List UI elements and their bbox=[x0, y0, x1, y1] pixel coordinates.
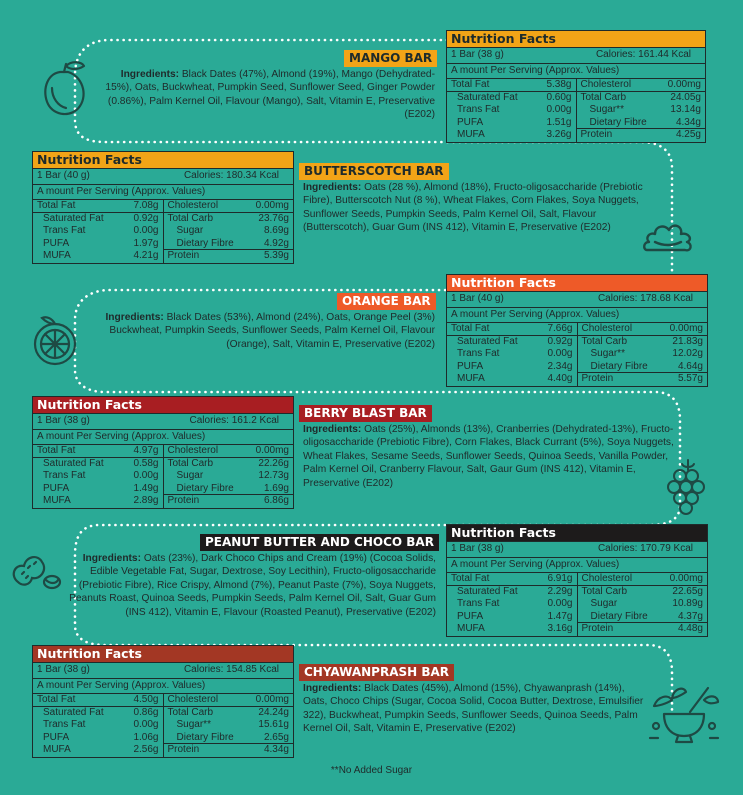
nutrient-column-left bbox=[33, 445, 164, 508]
nutrient-value: 7.08g bbox=[133, 200, 159, 211]
nutrient-column-right bbox=[578, 573, 708, 636]
nutrient-row bbox=[578, 348, 708, 361]
nutrient-row bbox=[447, 117, 576, 130]
nutrient-row bbox=[33, 458, 163, 471]
nutrient-value: 4.25g bbox=[675, 129, 701, 140]
nutrient-row bbox=[577, 104, 706, 117]
nutrient-row bbox=[578, 598, 708, 611]
footnote: **No Added Sugar bbox=[330, 765, 413, 776]
nutrient-row bbox=[33, 483, 163, 496]
calories: Calories: 180.34 Kcal bbox=[183, 170, 279, 181]
nutrient-grid bbox=[447, 79, 705, 142]
ingredients-text: Black Dates (47%), Almond (19%), Mango (Dehydrated-15%), Oats, Buckwheat, Pumpkin Seed, Sunflower Seed, Ginger Powder (0.86%), Palm Kernel Oil, Flavour (Mango), Salt, Vitamin E, Preservative (E202) bbox=[105, 69, 435, 121]
nutrient-row bbox=[33, 250, 163, 263]
nutrient-column-right bbox=[164, 694, 294, 757]
nutrient-value: 4.50g bbox=[133, 694, 159, 705]
nutrient-value: 4.37g bbox=[677, 610, 703, 622]
nutrient-row bbox=[447, 129, 576, 142]
serving-row bbox=[447, 542, 707, 558]
nutrient-row bbox=[578, 336, 708, 349]
nutrient-row bbox=[447, 373, 577, 386]
serving-size: 1 Bar (38 g) bbox=[451, 543, 504, 554]
amount-per-serving: A mount Per Serving (Approx. Values) bbox=[447, 558, 707, 574]
nutrient-value: 8.69g bbox=[263, 225, 289, 236]
nutrient-row bbox=[578, 361, 708, 374]
ingredients-label: Ingredients: bbox=[303, 424, 362, 435]
nutrient-row bbox=[578, 373, 708, 386]
nutrient-label: Cholesterol bbox=[581, 323, 633, 334]
nutrient-row bbox=[164, 238, 294, 251]
nutrient-row bbox=[578, 586, 708, 599]
nutrient-row bbox=[447, 323, 577, 336]
nutrition-facts-header: Nutrition Facts bbox=[33, 397, 293, 414]
nutrient-row bbox=[33, 213, 163, 226]
nutrient-row bbox=[447, 623, 577, 636]
berry-nutrition-table bbox=[32, 396, 294, 509]
nutrient-row bbox=[33, 238, 163, 251]
berry-blast-bar-ingredients bbox=[303, 423, 683, 490]
nutrient-row bbox=[164, 200, 294, 213]
nutrient-label: Dietary Fibre bbox=[176, 731, 234, 743]
nutrient-row bbox=[164, 707, 294, 720]
nutrient-value: 5.39g bbox=[263, 250, 289, 261]
serving-row bbox=[33, 169, 293, 185]
nutrient-label: Saturated Fat bbox=[457, 335, 518, 347]
calories: Calories: 161.2 Kcal bbox=[189, 415, 279, 426]
nutrient-label: Sugar bbox=[176, 470, 204, 481]
orange-bar-title: ORANGE BAR bbox=[337, 293, 436, 310]
nutrient-column-left bbox=[447, 79, 577, 142]
nutrient-label: Dietary Fibre bbox=[590, 360, 648, 372]
nutrient-label: Total Carb bbox=[581, 335, 628, 347]
nutrient-label: Total Fat bbox=[451, 573, 490, 584]
nutrient-value: 0.00g bbox=[546, 104, 572, 115]
nutrient-label: Protein bbox=[167, 495, 200, 506]
nutrient-label: PUFA bbox=[43, 731, 70, 743]
serving-size: 1 Bar (38 g) bbox=[37, 664, 90, 675]
nutrient-value: 0.00mg bbox=[255, 200, 289, 211]
nutrient-value: 0.00g bbox=[133, 470, 159, 481]
nutrient-row bbox=[33, 732, 163, 745]
raspberry-icon bbox=[664, 456, 712, 518]
nutrient-row bbox=[164, 719, 294, 732]
orange-bar-ingredients bbox=[95, 311, 435, 351]
nutrient-row bbox=[164, 225, 294, 238]
nutrient-label: Saturated Fat bbox=[43, 457, 104, 469]
serving-row bbox=[447, 292, 707, 308]
nutrient-grid bbox=[33, 445, 293, 508]
peanut-icon bbox=[8, 544, 64, 594]
nutrient-value: 12.02g bbox=[672, 348, 703, 359]
nutrient-label: Sugar bbox=[176, 225, 204, 236]
nutrient-value: 21.83g bbox=[672, 335, 703, 347]
ingredients-text: Oats (23%), Dark Choco Chips and Cream (19%) (Cocoa Solids, Edible Vegetable Fat, Sugar, Dextrose, Soy Lecithin), Fructo-oligosaccharide (Prebiotic Fibre), Rice Crispy, Almond (7%), Peanut Paste (7%), Soya Nuggets, Peanuts Roast, Quinoa Seeds, Pumpkin Seeds, Palm Kernel Oil, Salt, Guar Gum (INS 412), Vitamin E, Flavour (Roasted Peanut), Preservative (E202) bbox=[69, 553, 436, 618]
nutrient-row bbox=[578, 611, 708, 624]
nutrient-value: 0.00g bbox=[547, 598, 573, 609]
nutrient-label: Total Fat bbox=[451, 79, 490, 90]
ingredients-text: Oats (25%), Almonds (13%), Cranberries (Dehydrated-13%), Fructo-oligosaccharide (Prebiotic Fibre), Corn Flakes, Black Currant (5%), Soya Nuggets, Wheat Flakes, Sesame Seeds, Sunflower Seeds, Quinoa Seeds, Vanilla Powder, Palm Kernel Oil, Cranberry Flavour, Salt, Gaur Gum (INS 412), Vitamin E, Preservative (E202) bbox=[303, 424, 674, 489]
nutrient-value: 10.89g bbox=[672, 598, 703, 609]
nutrient-grid bbox=[33, 200, 293, 263]
nutrient-label: Protein bbox=[580, 129, 613, 140]
nutrient-label: Saturated Fat bbox=[43, 706, 104, 718]
nutrient-row bbox=[447, 611, 577, 624]
nutrient-value: 0.00mg bbox=[667, 79, 701, 90]
nutrient-value: 4.48g bbox=[677, 623, 703, 634]
nutrient-row bbox=[577, 117, 706, 130]
nutrient-value: 0.00g bbox=[547, 348, 573, 359]
nutrition-facts-header: Nutrition Facts bbox=[33, 152, 293, 169]
nutrient-value: 4.92g bbox=[263, 237, 289, 249]
nutrient-column-right bbox=[578, 323, 708, 386]
nutrient-value: 22.26g bbox=[258, 457, 289, 469]
nutrient-row bbox=[447, 336, 577, 349]
mango-bar-title: MANGO BAR bbox=[344, 50, 437, 67]
nutrient-row bbox=[164, 445, 294, 458]
nutrient-value: 0.00g bbox=[133, 719, 159, 730]
nutrient-value: 0.92g bbox=[547, 335, 573, 347]
nutrient-value: 3.16g bbox=[547, 623, 573, 634]
nutrient-label: Dietary Fibre bbox=[176, 237, 234, 249]
ingredients-label: Ingredients: bbox=[105, 312, 164, 323]
nutrient-value: 1.97g bbox=[133, 237, 159, 249]
nutrient-label: PUFA bbox=[457, 610, 484, 622]
nutrient-value: 4.21g bbox=[133, 250, 159, 261]
nutrient-label: PUFA bbox=[457, 360, 484, 372]
nutrient-row bbox=[577, 92, 706, 105]
nutrient-value: 0.86g bbox=[133, 706, 159, 718]
nutrient-value: 12.73g bbox=[258, 470, 289, 481]
nutrient-value: 5.38g bbox=[546, 79, 572, 90]
nutrient-row bbox=[33, 470, 163, 483]
nutrient-row bbox=[164, 483, 294, 496]
nutrient-value: 13.14g bbox=[670, 104, 701, 115]
nutrient-row bbox=[33, 694, 163, 707]
nutrient-label: Total Fat bbox=[37, 445, 76, 456]
nutrient-value: 1.51g bbox=[546, 116, 572, 128]
nutrient-value: 2.65g bbox=[263, 731, 289, 743]
peanut-nutrition-table bbox=[446, 524, 708, 637]
nutrient-value: 0.00mg bbox=[669, 323, 703, 334]
nutrient-value: 0.00mg bbox=[255, 445, 289, 456]
nutrient-row bbox=[33, 495, 163, 508]
nutrient-label: Dietary Fibre bbox=[590, 610, 648, 622]
nutrient-row bbox=[578, 573, 708, 586]
nutrient-label: Trans Fat bbox=[43, 225, 86, 236]
nutrient-label: Sugar** bbox=[176, 719, 211, 730]
nutrient-column-left bbox=[447, 573, 578, 636]
nutrient-value: 6.86g bbox=[263, 495, 289, 506]
butterscotch-icon bbox=[641, 212, 695, 256]
nutrient-row bbox=[164, 470, 294, 483]
nutrient-label: MUFA bbox=[457, 129, 485, 140]
nutrient-label: Total Fat bbox=[37, 694, 76, 705]
nutrient-label: Protein bbox=[167, 744, 200, 755]
nutrient-row bbox=[577, 79, 706, 92]
nutrient-value: 2.29g bbox=[547, 585, 573, 597]
nutrient-row bbox=[164, 694, 294, 707]
nutrient-label: Sugar** bbox=[589, 104, 624, 115]
nutrient-label: Protein bbox=[167, 250, 200, 261]
nutrition-facts-header: Nutrition Facts bbox=[33, 646, 293, 663]
nutrient-grid bbox=[33, 694, 293, 757]
nutrient-value: 2.56g bbox=[133, 744, 159, 755]
nutrient-label: Protein bbox=[581, 623, 614, 634]
nutrient-value: 1.47g bbox=[547, 610, 573, 622]
nutrient-row bbox=[447, 361, 577, 374]
nutrient-row bbox=[578, 323, 708, 336]
nutrient-label: Trans Fat bbox=[457, 348, 500, 359]
nutrient-label: Total Fat bbox=[451, 323, 490, 334]
nutrient-column-left bbox=[33, 694, 164, 757]
serving-row bbox=[33, 663, 293, 679]
amount-per-serving: A mount Per Serving (Approx. Values) bbox=[33, 430, 293, 446]
mango-icon bbox=[38, 58, 90, 120]
nutrient-row bbox=[164, 213, 294, 226]
nutrient-grid bbox=[447, 323, 707, 386]
nutrient-label: Total Carb bbox=[580, 91, 627, 103]
nutrient-value: 5.57g bbox=[677, 373, 703, 384]
nutrient-label: Sugar** bbox=[590, 348, 625, 359]
nutrient-value: 4.34g bbox=[263, 744, 289, 755]
nutrient-label: Saturated Fat bbox=[43, 212, 104, 224]
nutrient-value: 1.69g bbox=[263, 482, 289, 494]
nutrient-row bbox=[33, 225, 163, 238]
nutrition-facts-header: Nutrition Facts bbox=[447, 525, 707, 542]
nutrient-row bbox=[33, 719, 163, 732]
nutrient-value: 4.34g bbox=[675, 116, 701, 128]
nutrient-label: MUFA bbox=[43, 495, 71, 506]
nutrient-label: PUFA bbox=[43, 237, 70, 249]
nutrient-row bbox=[447, 104, 576, 117]
nutrient-label: Dietary Fibre bbox=[589, 116, 647, 128]
serving-size: 1 Bar (38 g) bbox=[37, 415, 90, 426]
nutrient-value: 2.34g bbox=[547, 360, 573, 372]
mango-bar-ingredients bbox=[100, 68, 435, 122]
nutrient-value: 22.65g bbox=[672, 585, 703, 597]
nutrient-label: Cholesterol bbox=[167, 200, 219, 211]
nutrient-row bbox=[447, 573, 577, 586]
nutrient-label: Total Carb bbox=[167, 706, 214, 718]
nutrient-value: 2.89g bbox=[133, 495, 159, 506]
nutrient-label: Sugar bbox=[590, 598, 618, 609]
nutrient-value: 3.26g bbox=[546, 129, 572, 140]
serving-size: 1 Bar (40 g) bbox=[451, 293, 504, 304]
nutrient-label: MUFA bbox=[457, 373, 485, 384]
nutrient-value: 6.91g bbox=[547, 573, 573, 584]
nutrient-column-left bbox=[447, 323, 578, 386]
nutrient-value: 0.60g bbox=[546, 91, 572, 103]
serving-row bbox=[33, 414, 293, 430]
nutrient-label: Total Carb bbox=[167, 212, 214, 224]
ingredients-text: Black Dates (45%), Almond (15%), Chyawanprash (14%), Oats, Choco Chips (Sugar, Cocoa Solid, Cocoa Butter, Dextrose, Emulsifier 322), Buckwheat, Pumpkin Seeds, Sunflower Seeds, Quinoa Seeds, Palm Kernel Oil, Salt, Vitamin E, Preservative (E202) bbox=[303, 683, 644, 735]
nutrient-value: 24.24g bbox=[258, 706, 289, 718]
calories: Calories: 161.44 Kcal bbox=[595, 49, 691, 60]
nutrient-value: 4.40g bbox=[547, 373, 573, 384]
nutrient-label: Saturated Fat bbox=[457, 585, 518, 597]
butterscotch-bar-title: BUTTERSCOTCH BAR bbox=[299, 163, 449, 180]
nutrient-label: MUFA bbox=[43, 744, 71, 755]
nutrient-value: 0.00mg bbox=[255, 694, 289, 705]
ingredients-text: Oats (28 %), Almond (18%), Fructo-oligosaccharide (Prebiotic Fibre), Butterscotch Nut (8 %), Wheat Flakes, Corn Flakes, Soya Nuggets, Sunflower Seeds, Pumpkin Seeds, Palm Kernel Oil, Salt, Flavour (Butterscotch), Guar Gum (INS 412), Vitamin E, Preservative (E202) bbox=[303, 182, 643, 234]
nutrient-value: 7.66g bbox=[547, 323, 573, 334]
nutrient-value: 4.97g bbox=[133, 445, 159, 456]
nutrient-label: Total Carb bbox=[581, 585, 628, 597]
amount-per-serving: A mount Per Serving (Approx. Values) bbox=[33, 185, 293, 201]
calories: Calories: 154.85 Kcal bbox=[183, 664, 279, 675]
nutrient-value: 23.76g bbox=[258, 212, 289, 224]
nutrient-row bbox=[447, 79, 576, 92]
nutrient-value: 4.64g bbox=[677, 360, 703, 372]
amount-per-serving: A mount Per Serving (Approx. Values) bbox=[33, 679, 293, 695]
nutrient-row bbox=[33, 744, 163, 757]
ingredients-text: Black Dates (53%), Almond (24%), Oats, Orange Peel (3%) Buckwheat, Pumpkin Seeds, Sunflower Seeds, Palm Kernel Oil, Flavour (Orange), Salt, Vitamin E, Preservative (E202) bbox=[109, 312, 435, 350]
ingredients-label: Ingredients: bbox=[303, 683, 362, 694]
nutrient-row bbox=[447, 92, 576, 105]
nutrient-label: Total Carb bbox=[167, 457, 214, 469]
nutrient-value: 0.92g bbox=[133, 212, 159, 224]
nutrient-row bbox=[447, 598, 577, 611]
nutrient-value: 0.00g bbox=[133, 225, 159, 236]
serving-row bbox=[447, 48, 705, 64]
nutrient-label: Protein bbox=[581, 373, 614, 384]
peanut-choco-bar-ingredients bbox=[60, 552, 436, 619]
nutrient-label: Saturated Fat bbox=[457, 91, 518, 103]
ingredients-label: Ingredients: bbox=[82, 553, 141, 564]
peanut-choco-bar-title: PEANUT BUTTER AND CHOCO BAR bbox=[200, 534, 439, 551]
nutrient-row bbox=[578, 623, 708, 636]
orange-icon bbox=[30, 312, 80, 370]
nutrient-column-right bbox=[164, 200, 294, 263]
nutrient-column-right bbox=[164, 445, 294, 508]
nutrient-label: Trans Fat bbox=[457, 104, 500, 115]
nutrient-row bbox=[164, 250, 294, 263]
nutrient-label: Cholesterol bbox=[167, 445, 219, 456]
nutrient-value: 15.61g bbox=[258, 719, 289, 730]
serving-size: 1 Bar (40 g) bbox=[37, 170, 90, 181]
nutrient-row bbox=[33, 707, 163, 720]
nutrient-value: 24.05g bbox=[670, 91, 701, 103]
amount-per-serving: A mount Per Serving (Approx. Values) bbox=[447, 64, 705, 80]
nutrient-row bbox=[164, 744, 294, 757]
nutrient-grid bbox=[447, 573, 707, 636]
butterscotch-nutrition-table bbox=[32, 151, 294, 264]
nutrient-value: 0.00mg bbox=[669, 573, 703, 584]
nutrient-label: Cholesterol bbox=[581, 573, 633, 584]
nutrient-column-left bbox=[33, 200, 164, 263]
nutrient-label: PUFA bbox=[457, 116, 484, 128]
nutrient-row bbox=[447, 586, 577, 599]
butterscotch-bar-ingredients bbox=[303, 181, 663, 235]
amount-per-serving: A mount Per Serving (Approx. Values) bbox=[447, 308, 707, 324]
calories: Calories: 170.79 Kcal bbox=[597, 543, 693, 554]
nutrient-column-right bbox=[577, 79, 706, 142]
chyawanprash-bar-title: CHYAWANPRASH BAR bbox=[299, 664, 454, 681]
nutrient-label: MUFA bbox=[457, 623, 485, 634]
ingredients-label: Ingredients: bbox=[303, 182, 362, 193]
nutrient-label: Trans Fat bbox=[43, 719, 86, 730]
nutrient-row bbox=[447, 348, 577, 361]
ingredients-label: Ingredients: bbox=[120, 69, 180, 80]
nutrition-facts-header: Nutrition Facts bbox=[447, 31, 705, 48]
nutrient-row bbox=[164, 732, 294, 745]
nutrient-value: 1.49g bbox=[133, 482, 159, 494]
chyawanprash-bar-ingredients bbox=[303, 682, 648, 736]
nutrient-value: 1.06g bbox=[133, 731, 159, 743]
nutrient-value: 0.58g bbox=[133, 457, 159, 469]
nutrient-label: Cholesterol bbox=[580, 79, 632, 90]
nutrient-row bbox=[577, 129, 706, 142]
nutrient-label: MUFA bbox=[43, 250, 71, 261]
nutrient-label: Dietary Fibre bbox=[176, 482, 234, 494]
berry-blast-bar-title: BERRY BLAST BAR bbox=[299, 405, 432, 422]
mango-nutrition-table bbox=[446, 30, 706, 143]
chyawanprash-nutrition-table bbox=[32, 645, 294, 758]
nutrient-label: Trans Fat bbox=[457, 598, 500, 609]
nutrient-row bbox=[33, 200, 163, 213]
orange-nutrition-table bbox=[446, 274, 708, 387]
nutrient-label: Cholesterol bbox=[167, 694, 219, 705]
serving-size: 1 Bar (38 g) bbox=[451, 49, 504, 60]
nutrition-facts-header: Nutrition Facts bbox=[447, 275, 707, 292]
calories: Calories: 178.68 Kcal bbox=[597, 293, 693, 304]
nutrient-row bbox=[164, 458, 294, 471]
herbs-mortar-icon bbox=[644, 676, 724, 748]
nutrient-label: PUFA bbox=[43, 482, 70, 494]
nutrient-label: Total Fat bbox=[37, 200, 76, 211]
nutrient-label: Trans Fat bbox=[43, 470, 86, 481]
nutrient-row bbox=[33, 445, 163, 458]
nutrient-row bbox=[164, 495, 294, 508]
